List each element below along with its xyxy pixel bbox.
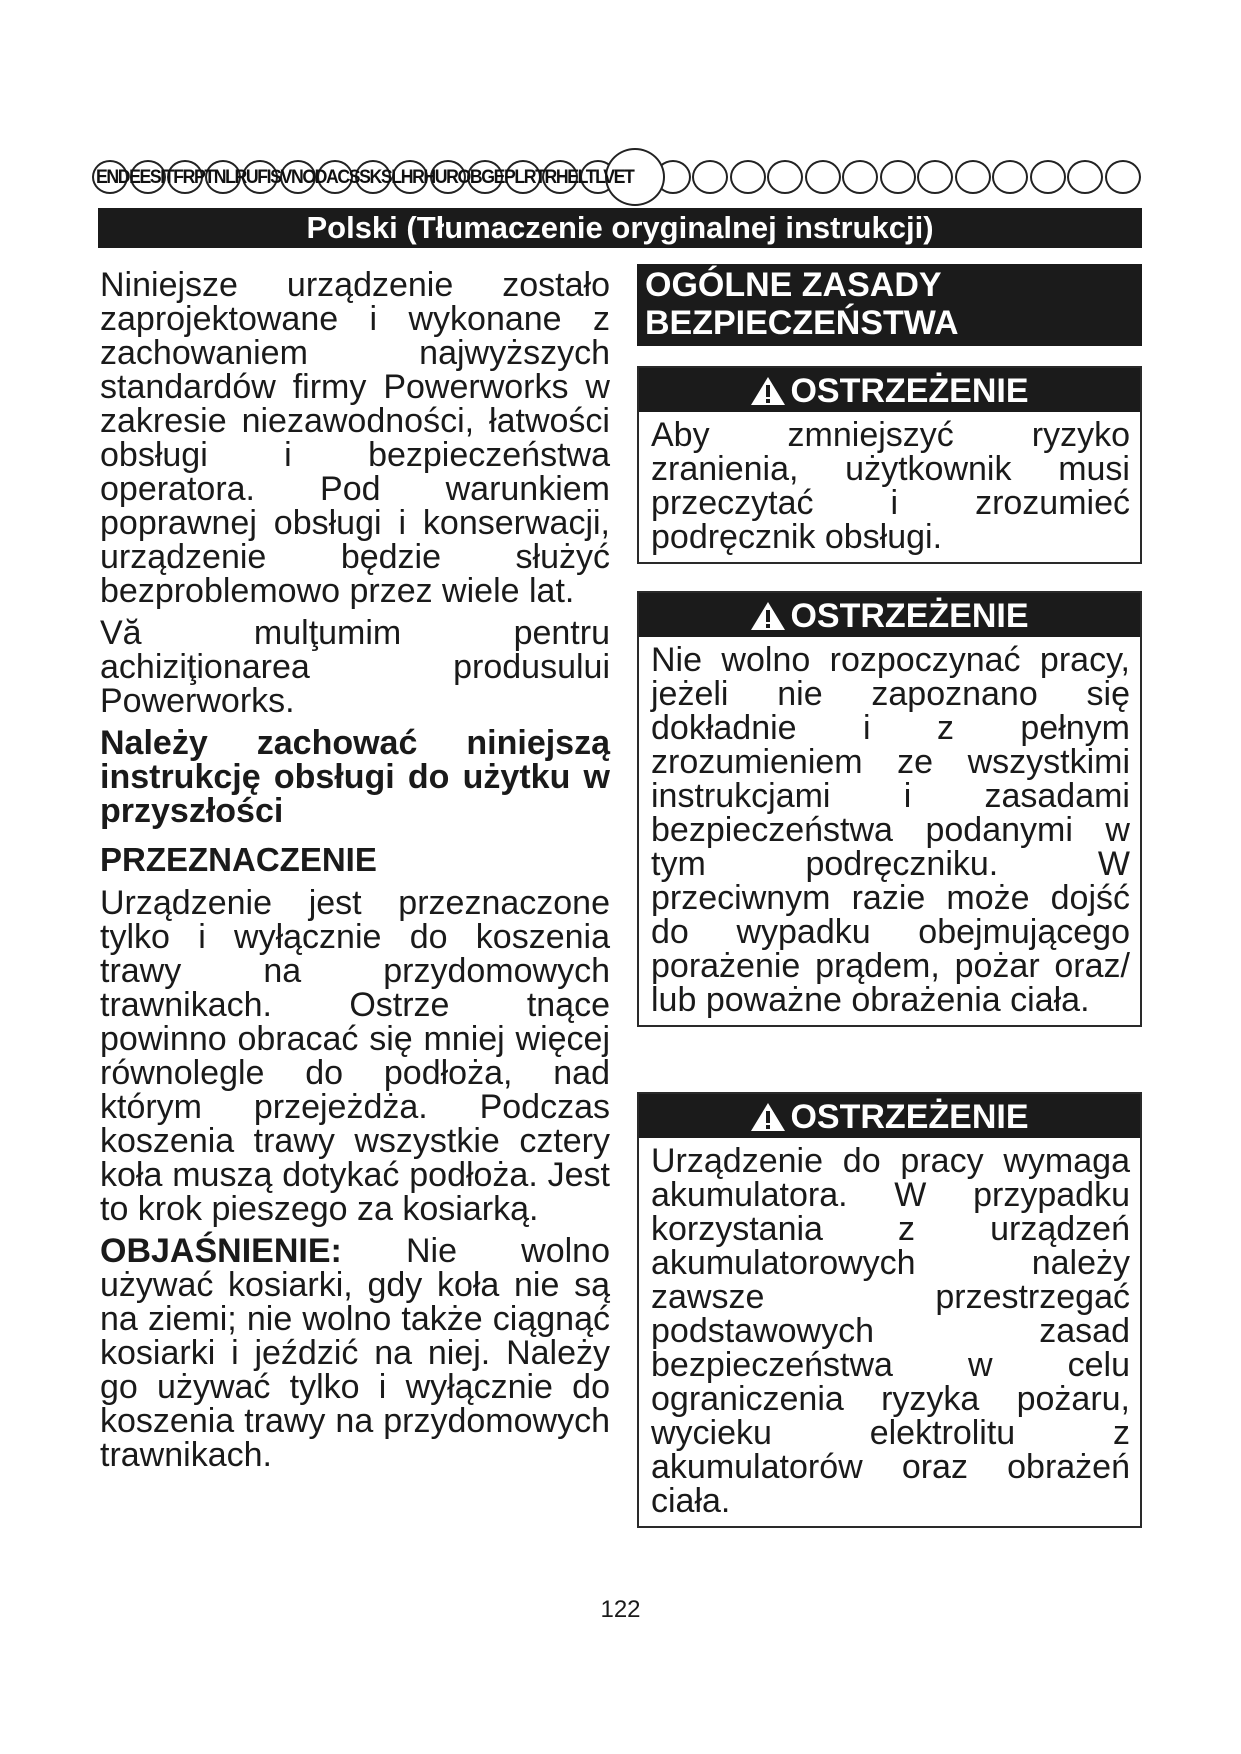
- warning-box: [637, 366, 1142, 564]
- warning-box: [637, 591, 1142, 1027]
- purpose-paragraph: Urządzenie jest przeznaczone tylko i wyłącznie do koszenia trawy na przydomowych trawnikach. Ostrze tnące powinno obracać się mniej więcej równolegle do podłoża, nad którym przejeżdża. Podczas koszenia trawy wszystkie cztery koła muszą dotykać podłoża. Jest to krok pieszego za kosiarką.: [100, 884, 610, 1228]
- warning-header: [639, 593, 1140, 637]
- warning-header: [639, 368, 1140, 412]
- language-codes: ENDEESITFRPTNLRUFISVNODACSSKSLHRHUROBGEPLRTRHELTLVET: [96, 167, 634, 188]
- warning-text: Aby zmniejszyć ryzyko zranienia, użytkownik musi przeczytać i zrozumieć podręcznik obsługi.: [651, 416, 1130, 556]
- language-tab: [1105, 160, 1141, 194]
- warning-text: Nie wolno rozpoczynać pracy, jeżeli nie zapoznano się dokładnie i z pełnym zrozumieniem ze wszystkimi instrukcjami i zasadami bezpieczeństwa podanymi w tym podręczniku. W przeciwnym razie może dojść do wypadku obejmującego porażenie prądem, pożar oraz/ lub poważne obrażenia ciała.: [651, 641, 1130, 1019]
- warning-label: OSTRZEŻENIE: [790, 597, 1029, 635]
- language-tab: [767, 160, 803, 194]
- language-tab: [955, 160, 991, 194]
- intro-paragraph: Niniejsze urządzenie zostało zaprojektowane i wykonane z zachowaniem najwyższych standardów firmy Powerworks w zakresie niezawodności, łatwości obsługi i bezpieczeństwa operatora. Pod warunkiem poprawnej obsługi i konserwacji, urządzenie będzie służyć bezproblemowo przez wiele lat.: [100, 266, 610, 610]
- page-title: Polski (Tłumaczenie oryginalnej instrukcji): [98, 208, 1142, 248]
- right-column: [637, 264, 1142, 1520]
- language-tab-bar: [92, 158, 1142, 198]
- language-tab: [917, 160, 953, 194]
- left-column: [100, 268, 610, 1480]
- warning-box: [637, 1092, 1142, 1528]
- language-tab: [1030, 160, 1066, 194]
- thanks-paragraph: Vă mulţumim pentru achiziţionarea produsului Powerworks.: [100, 614, 610, 720]
- language-tab: [692, 160, 728, 194]
- keep-manual-note: Należy zachować niniejszą instrukcję obsługi do użytku w przyszłości: [100, 724, 610, 830]
- purpose-heading: PRZEZNACZENIE: [100, 841, 377, 878]
- explanation-text: Nie wolno używać kosiarki, gdy koła nie są na ziemi; nie wolno także ciągnąć kosiarki i jeździć na niej. Należy go używać tylko i wyłącznie do koszenia trawy na przydomowych trawnikach.: [100, 1232, 610, 1474]
- warning-header: [639, 1094, 1140, 1138]
- warning-triangle-icon: [750, 1102, 786, 1132]
- explanation-label: OBJAŚNIENIE:: [100, 1232, 342, 1270]
- page-number: 122: [600, 1596, 641, 1623]
- warning-label: OSTRZEŻENIE: [790, 1098, 1029, 1136]
- language-tab: [992, 160, 1028, 194]
- language-tab: [805, 160, 841, 194]
- language-tab: [842, 160, 878, 194]
- language-tab: [880, 160, 916, 194]
- warning-text: Urządzenie do pracy wymaga akumulatora. W przypadku korzystania z urządzeń akumulatorowych należy zawsze przestrzegać podstawowych zasad bezpieczeństwa w celu ograniczenia ryzyka pożaru, wycieku elektrolitu z akumulatorów oraz obrażeń ciała.: [651, 1142, 1130, 1520]
- warning-triangle-icon: [750, 376, 786, 406]
- safety-section-heading: OGÓLNE ZASADY BEZPIECZEŃSTWA: [637, 264, 1142, 346]
- language-tab: [730, 160, 766, 194]
- language-tab: [1067, 160, 1103, 194]
- warning-triangle-icon: [750, 601, 786, 631]
- explanation-paragraph: [100, 1234, 610, 1472]
- warning-label: OSTRZEŻENIE: [790, 372, 1029, 410]
